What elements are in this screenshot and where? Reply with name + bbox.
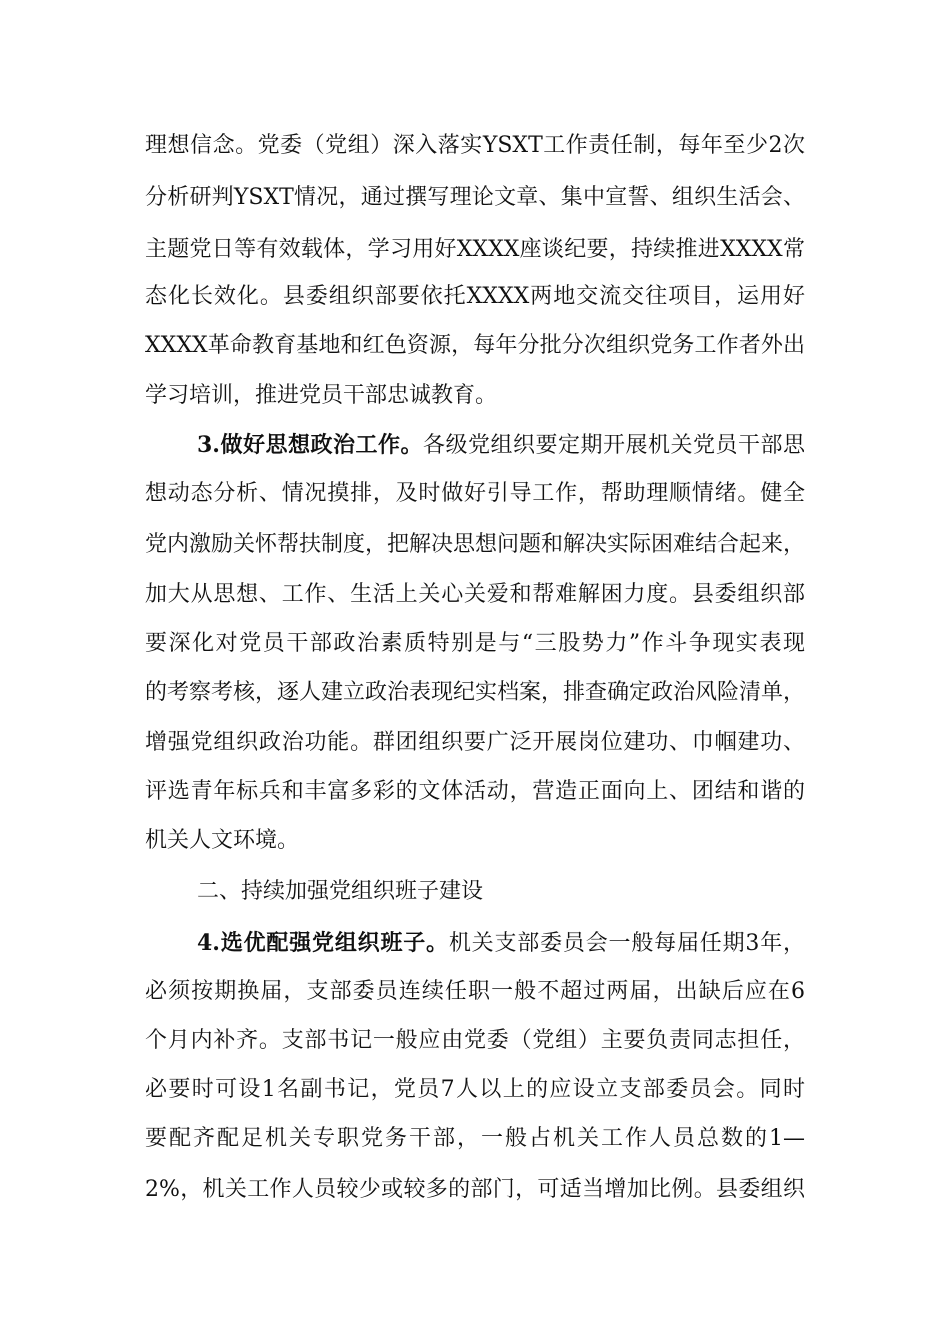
text-line: 想动态分析、情况摸排，及时做好引导工作，帮助理顺情绪。健全 <box>145 481 805 506</box>
text-line: 2%，机关工作人员较少或较多的部门，可适当增加比例。县委组织 <box>145 1177 805 1202</box>
paragraph-heading-line <box>197 419 805 471</box>
text-line: 各级党组织要定期开展机关党员干部思 <box>422 433 805 458</box>
text-line: XXXX革命教育基地和红色资源，每年分批分次组织党务工作者外出 <box>145 333 805 358</box>
text-line: 党内激励关怀帮扶制度，把解决思想问题和解决实际困难结合起来， <box>145 532 805 557</box>
text-line: 机关人文环境。 <box>145 828 300 853</box>
text-line: 分析研判YSXT情况，通过撰写理论文章、集中宣誓、组织生活会、 <box>145 185 805 210</box>
text-line: 加大从思想、工作、生活上关心关爱和帮难解困力度。县委组织部 <box>145 582 805 607</box>
text-line: 要配齐配足机关专职党务干部，一般占机关工作人员总数的1— <box>145 1126 805 1151</box>
paragraph-heading-line <box>197 917 805 969</box>
paragraph-heading: 4.选优配强党组织班子。 <box>197 930 449 956</box>
text-line: 评选青年标兵和丰富多彩的文体活动，营造正面向上、团结和谐的 <box>145 779 805 804</box>
text-line: 学习培训，推进党员干部忠诚教育。 <box>145 383 498 408</box>
paragraph-heading: 3.做好思想政治工作。 <box>197 432 423 458</box>
text-line: 主题党日等有效载体，学习用好XXXX座谈纪要，持续推进XXXX常 <box>145 237 805 262</box>
text-line: 要深化对党员干部政治素质特别是与“三股势力”作斗争现实表现 <box>145 631 805 656</box>
text-line: 的考察考核，逐人建立政治表现纪实档案，排查确定政治风险清单， <box>145 680 805 705</box>
text-line: 理想信念。党委（党组）深入落实YSXT工作责任制，每年至少2次 <box>145 133 805 158</box>
text-line: 必须按期换届，支部委员连续任职一般不超过两届，出缺后应在6 <box>145 979 805 1004</box>
text-line: 态化长效化。县委组织部要依托XXXX两地交流交往项目，运用好 <box>145 284 805 309</box>
text-line: 增强党组织政治功能。群团组织要广泛开展岗位建功、巾帼建功、 <box>145 730 805 755</box>
section-heading: 二、持续加强党组织班子建设 <box>197 879 484 904</box>
text-line: 个月内补齐。支部书记一般应由党委（党组）主要负责同志担任， <box>145 1028 805 1053</box>
text-line: 必要时可设1名副书记，党员7人以上的应设立支部委员会。同时 <box>145 1077 805 1102</box>
text-line: 机关支部委员会一般每届任期3年， <box>448 931 805 956</box>
